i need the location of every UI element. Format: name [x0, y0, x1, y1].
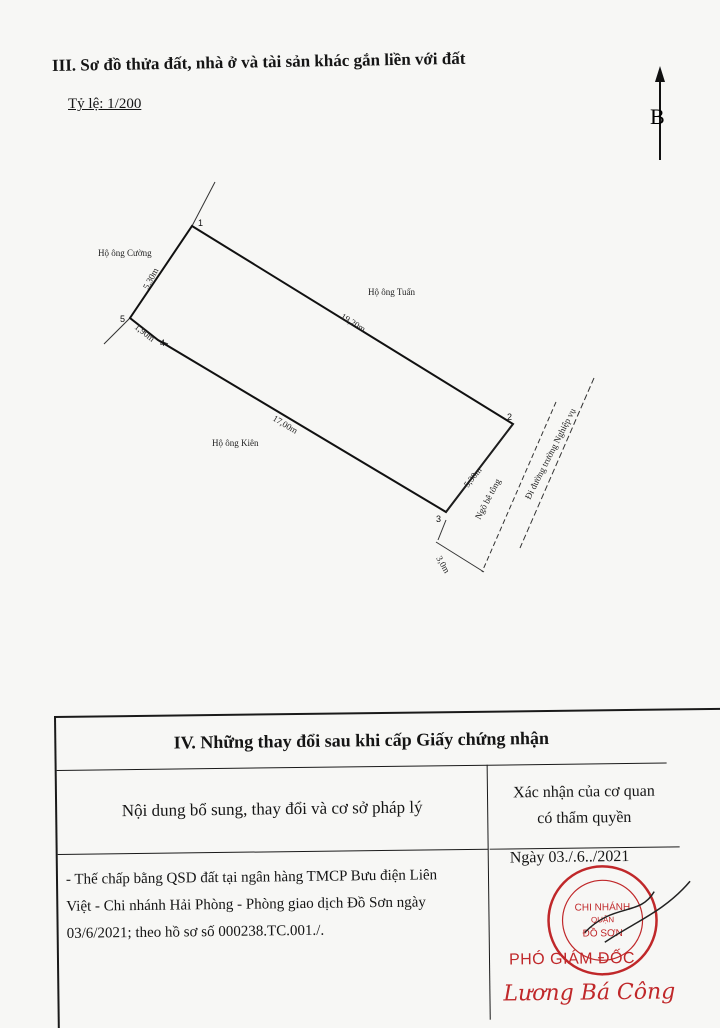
- confirmation-date: Ngày 03./.6../2021: [509, 847, 630, 867]
- section-3-title: III. Sơ đồ thửa đất, nhà ở và tài sản khác gắn liền với đất: [51, 48, 466, 75]
- edge-1-2-length: 19,20m: [338, 311, 368, 335]
- north-letter: B: [650, 104, 665, 129]
- boundary-extension: [192, 182, 215, 226]
- neighbor-tuan-label: Hộ ông Tuấn: [368, 287, 416, 297]
- vertex-1-label: 1: [198, 218, 204, 228]
- alley-label: Ngõ bê tông: [472, 476, 503, 521]
- alley-edge: [446, 424, 513, 512]
- vertex-5-label: 5: [120, 314, 126, 324]
- road-boundary: [520, 378, 594, 548]
- scale-label: Tỷ lệ: 1/200: [68, 96, 142, 112]
- confirmation-header-line-1: Xác nhận của cơ quan: [512, 783, 655, 802]
- plot-outline: [130, 226, 513, 512]
- road-label: Đi đường trường Nghiệp vụ: [522, 406, 578, 501]
- neighbor-kien-label: Hộ ông Kiên: [212, 438, 259, 448]
- changes-table: [54, 708, 720, 1028]
- confirmation-column-header: [489, 762, 680, 849]
- change-content-text: - Thế chấp bằng QSD đất tại ngân hàng TMCP Bưu điện Liên Việt - Chi nhánh Hải Phòng - Phòng giao dịch Đồ Sơn ngày 03/6/2021; theo hồ sơ số 000238.TC.001./.: [65, 867, 438, 942]
- content-column-header: Nội dung bổ sung, thay đổi và cơ sở pháp lý: [57, 765, 489, 855]
- edge-4-3-length: 17,00m: [270, 413, 300, 436]
- signer-name: Lương Bá Công: [503, 979, 676, 1007]
- alley-width-length: 3,0m: [434, 554, 453, 575]
- confirmation-cell: [490, 847, 720, 1020]
- section-4-title: IV. Những thay đổi sau khi cấp Giấy chứng nhận: [56, 711, 667, 771]
- vertex-4-label: 4: [160, 338, 166, 348]
- neighbor-cuong-label: Hộ ông Cường: [98, 248, 152, 258]
- edge-5-4-length: 1,90m: [132, 321, 157, 344]
- vertex-2-label: 2: [507, 412, 513, 422]
- vertex-3-label: 3: [436, 514, 442, 524]
- stamp-district-text: QUẬN: [590, 915, 615, 925]
- edge-1-5-length: 5,30m: [140, 266, 161, 291]
- stamp-city-text: ĐỒ SƠN: [582, 928, 623, 940]
- boundary-extension: [104, 318, 130, 344]
- edge-2-3-length: 5,30m: [461, 465, 484, 490]
- signer-title: PHÓ GIÁM ĐỐC: [508, 949, 636, 969]
- confirmation-header-line-2: có thẩm quyền: [537, 808, 632, 828]
- change-content-cell: [58, 850, 491, 1025]
- stamp-branch-text: CHI NHÁNH: [574, 901, 631, 914]
